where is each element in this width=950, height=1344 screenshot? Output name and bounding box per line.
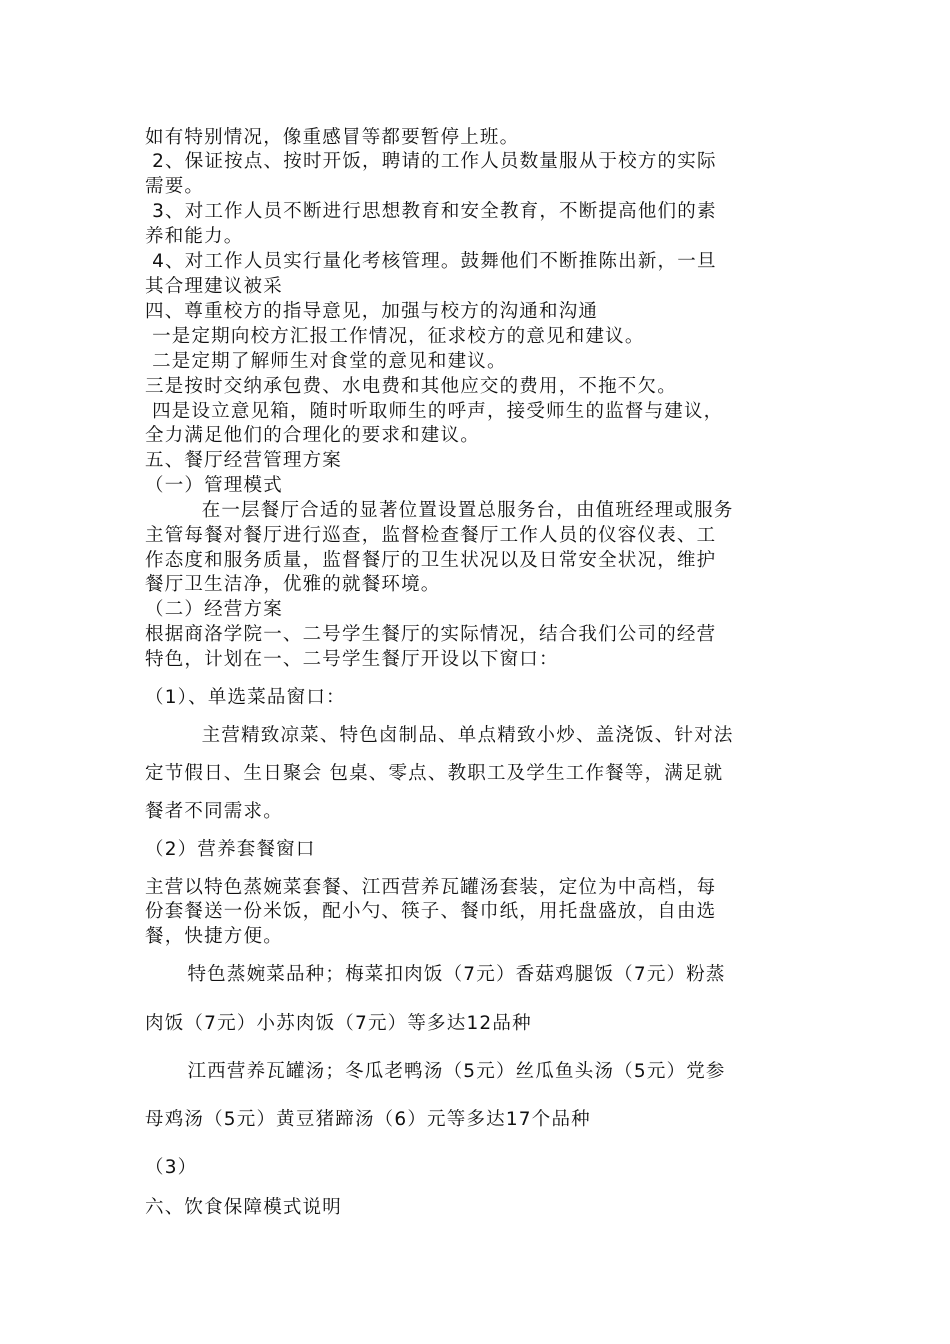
- section-heading: 五、餐厅经营管理方案: [145, 450, 343, 471]
- text-line: 三是按时交纳承包费、水电费和其他应交的费用，不拖不欠。: [145, 376, 677, 397]
- text-line: 2、保证按点、按时开饭，聘请的工作人员数量服从于校方的实际: [145, 151, 717, 172]
- text-line: 主营精致凉菜、特色卤制品、单点精致小炒、盖浇饭、针对法: [145, 725, 734, 746]
- section-heading: 四、尊重校方的指导意见，加强与校方的沟通和沟通: [145, 301, 599, 322]
- text-line: 4、对工作人员实行量化考核管理。鼓舞他们不断推陈出新，一旦: [145, 251, 717, 272]
- text-line: 根据商洛学院一、二号学生餐厅的实际情况，结合我们公司的经营: [145, 624, 717, 645]
- text-line: 在一层餐厅合适的显著位置设置总服务台，由值班经理或服务: [145, 500, 734, 521]
- text-line: 餐厅卫生洁净，优雅的就餐环境。: [145, 574, 441, 595]
- section-heading: 六、饮食保障模式说明: [145, 1197, 343, 1218]
- item-heading: （2）营养套餐窗口: [145, 839, 316, 860]
- text-line: 作态度和服务质量，监督餐厅的卫生状况以及日常安全状况，维护: [145, 550, 717, 571]
- text-line: 特色，计划在一、二号学生餐厅开设以下窗口：: [145, 649, 559, 670]
- text-line: 3、对工作人员不断进行思想教育和安全教育，不断提高他们的素: [145, 201, 717, 222]
- text-line: 江西营养瓦罐汤；冬瓜老鸭汤（5元）丝瓜鱼头汤（5元）党参: [145, 1061, 726, 1082]
- text-line: 全力满足他们的合理化的要求和建议。: [145, 425, 480, 446]
- text-line: 需要。: [145, 176, 205, 197]
- text-line: 一是定期向校方汇报工作情况，征求校方的意见和建议。: [145, 326, 645, 347]
- text-line: 份套餐送一份米饭，配小勺、筷子、餐巾纸，用托盘盛放，自由选: [145, 901, 717, 922]
- text-line: 肉饭（7元）小苏肉饭（7元）等多达12品种: [145, 1013, 532, 1034]
- subsection-heading: （二）经营方案: [145, 599, 283, 620]
- text-line: 四是设立意见箱，随时听取师生的呼声，接受师生的监督与建议，: [145, 401, 724, 422]
- text-line: 母鸡汤（5元）黄豆猪蹄汤（6）元等多达17个品种: [145, 1109, 591, 1130]
- text-line: 其合理建议被采: [145, 276, 283, 297]
- text-line: 养和能力。: [145, 226, 244, 247]
- subsection-heading: （一）管理模式: [145, 475, 283, 496]
- item-heading: （1）、单选菜品窗口：: [145, 687, 346, 708]
- text-line: 主营以特色蒸婉菜套餐、江西营养瓦罐汤套装，定位为中高档，每: [145, 877, 717, 898]
- text-line: 二是定期了解师生对食堂的意见和建议。: [145, 351, 507, 372]
- item-heading: （3）: [145, 1157, 198, 1178]
- text-line: 餐，快捷方便。: [145, 926, 283, 947]
- text-line: 特色蒸婉菜品种；梅菜扣肉饭（7元）香菇鸡腿饭（7元）粉蒸: [145, 964, 726, 985]
- text-line: 主管每餐对餐厅进行巡查，监督检查餐厅工作人员的仪容仪表、工: [145, 525, 717, 546]
- text-line: 餐者不同需求。: [145, 801, 283, 822]
- text-line: 如有特别情况，像重感冒等都要暂停上班。: [145, 127, 520, 148]
- text-line: 定节假日、生日聚会 包桌、零点、教职工及学生工作餐等，满足就: [145, 763, 724, 784]
